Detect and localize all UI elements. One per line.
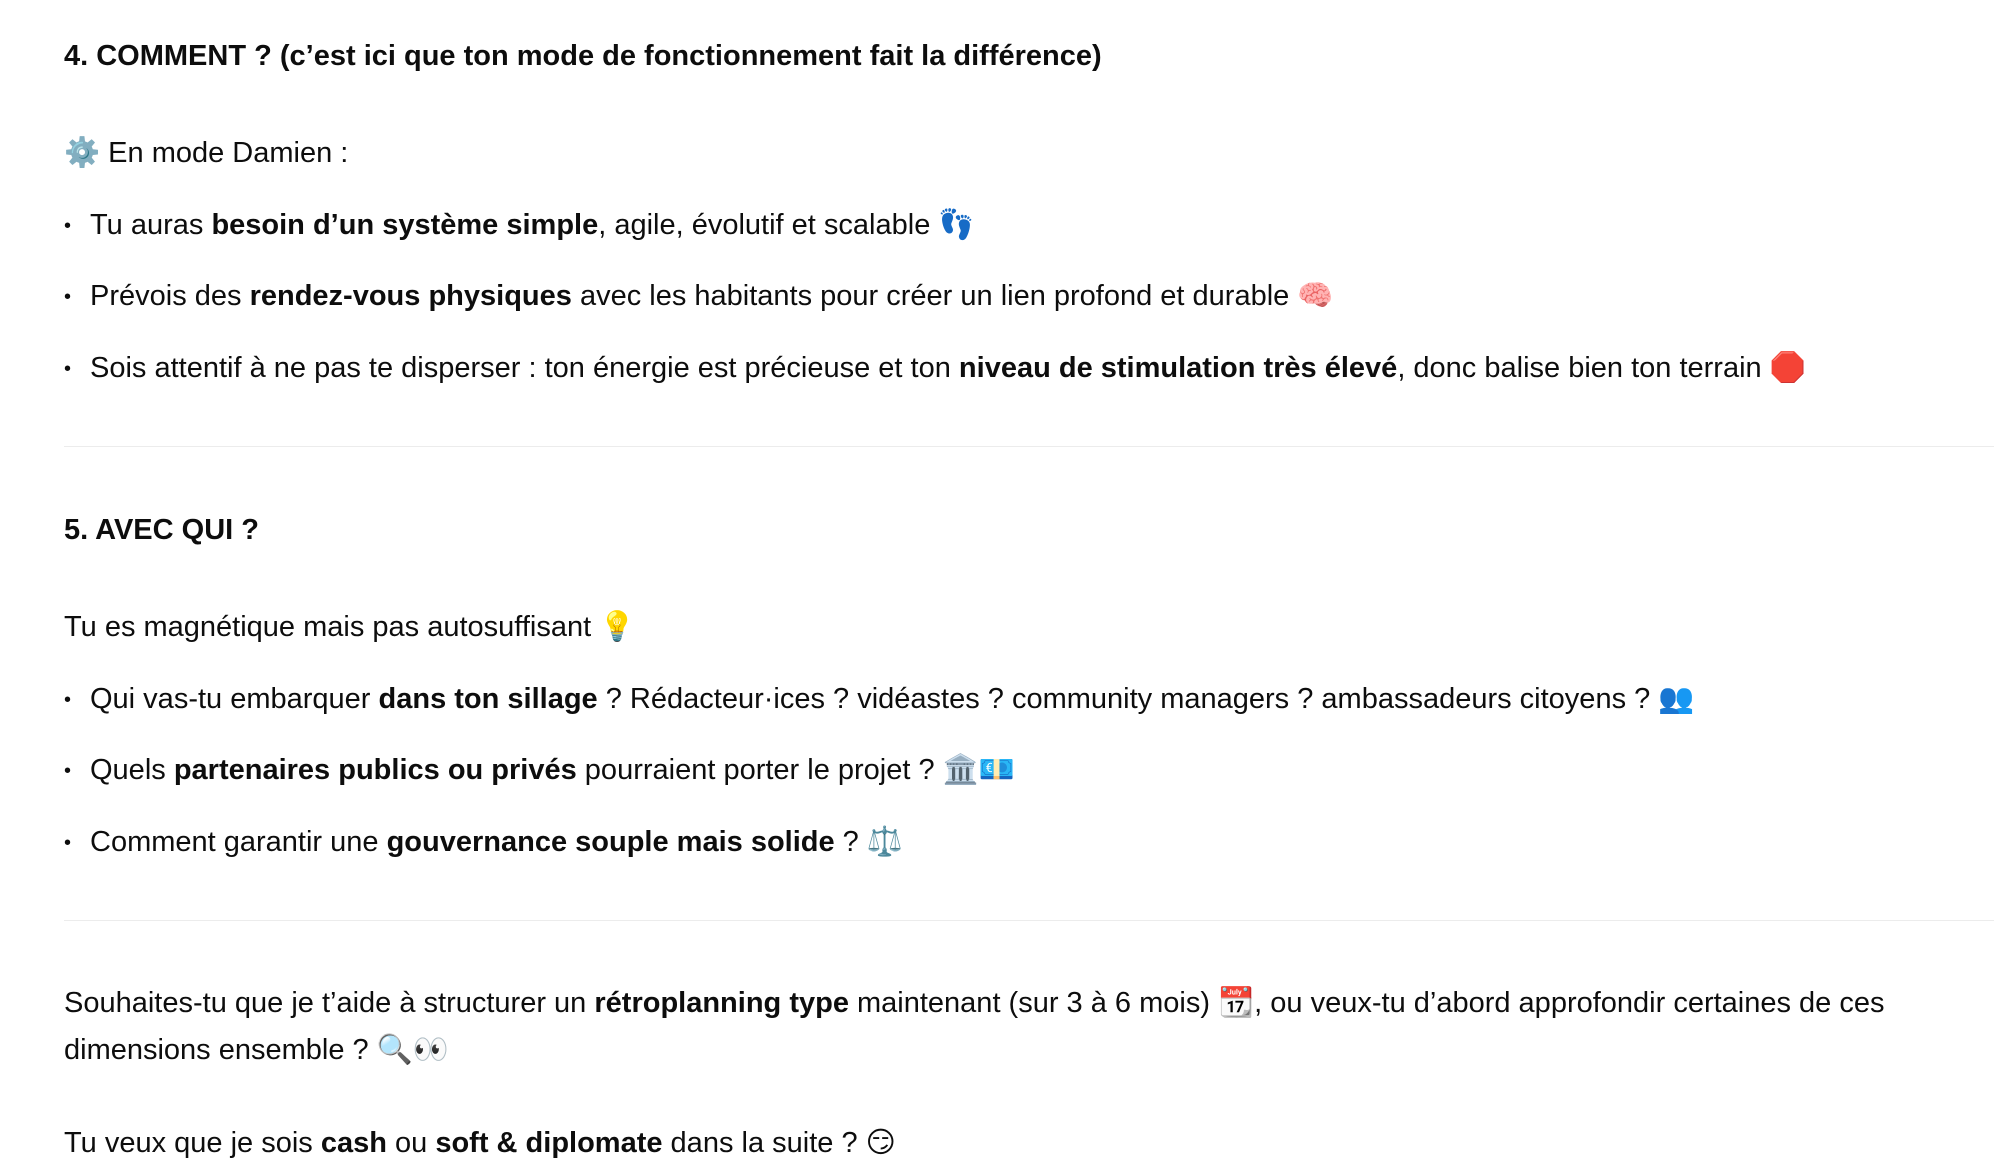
- gear-icon: ⚙️: [64, 135, 101, 169]
- scales-icon: ⚖️: [866, 824, 903, 858]
- bullet-icon: •: [64, 689, 72, 711]
- list-item: • Qui vas-tu embarquer dans ton sillage ? Rédacteur·ices ? vidéastes ? community managers ? ambassadeurs citoyens ? 👥: [64, 680, 1694, 718]
- bullet-icon: •: [64, 286, 72, 308]
- mode-label: En mode Damien :: [108, 137, 349, 169]
- list-item: • Sois attentif à ne pas te disperser : ton énergie est précieuse et ton niveau de stimulation très élevé, donc balise bien ton terrain 🛑: [64, 349, 1806, 387]
- section-heading-avec-qui: 5. AVEC QUI ?: [64, 514, 259, 546]
- bank-money-icon: 🏛️💶: [942, 752, 1015, 786]
- bullet-icon: •: [64, 760, 72, 782]
- brain-icon: 🧠: [1297, 278, 1334, 312]
- bullet-icon: •: [64, 358, 72, 380]
- bullet-icon: •: [64, 832, 72, 854]
- section-heading-comment: 4. COMMENT ? (c’est ici que ton mode de fonctionnement fait la différence): [64, 40, 1102, 72]
- stop-sign-icon: 🛑: [1769, 350, 1806, 384]
- magnifier-eyes-icon: 🔍👀: [376, 1032, 449, 1066]
- list-item: • Prévois des rendez-vous physiques avec les habitants pour créer un lien profond et durable 🧠: [64, 277, 1333, 315]
- calendar-icon: 📆: [1218, 985, 1255, 1019]
- section-intro: Tu es magnétique mais pas autosuffisant 💡: [64, 609, 636, 643]
- mode-line: [64, 134, 348, 171]
- people-icon: 👥: [1658, 681, 1695, 715]
- footprints-icon: 👣: [938, 207, 975, 241]
- list-item: • Comment garantir une gouvernance souple mais solide ? ⚖️: [64, 823, 903, 861]
- list-item: • Tu auras besoin d’un système simple, agile, évolutif et scalable 👣: [64, 206, 975, 244]
- closing-question-tone: Tu veux que je sois cash ou soft & diplomate dans la suite ? 😏: [64, 1125, 896, 1159]
- lightbulb-icon: 💡: [599, 609, 636, 643]
- list-item: • Quels partenaires publics ou privés pourraient porter le projet ? 🏛️💶: [64, 751, 1015, 789]
- divider: [64, 920, 1994, 921]
- bullet-icon: •: [64, 215, 72, 237]
- smirk-icon: 😏: [865, 1125, 896, 1159]
- divider: [64, 446, 1994, 447]
- closing-question-planning: Souhaites-tu que je t’aide à structurer un rétroplanning type maintenant (sur 3 à 6 mois) 📆, ou veux-tu d’abord approfondir certaines de ces dimensions ensemble ? 🔍👀: [64, 985, 1885, 1066]
